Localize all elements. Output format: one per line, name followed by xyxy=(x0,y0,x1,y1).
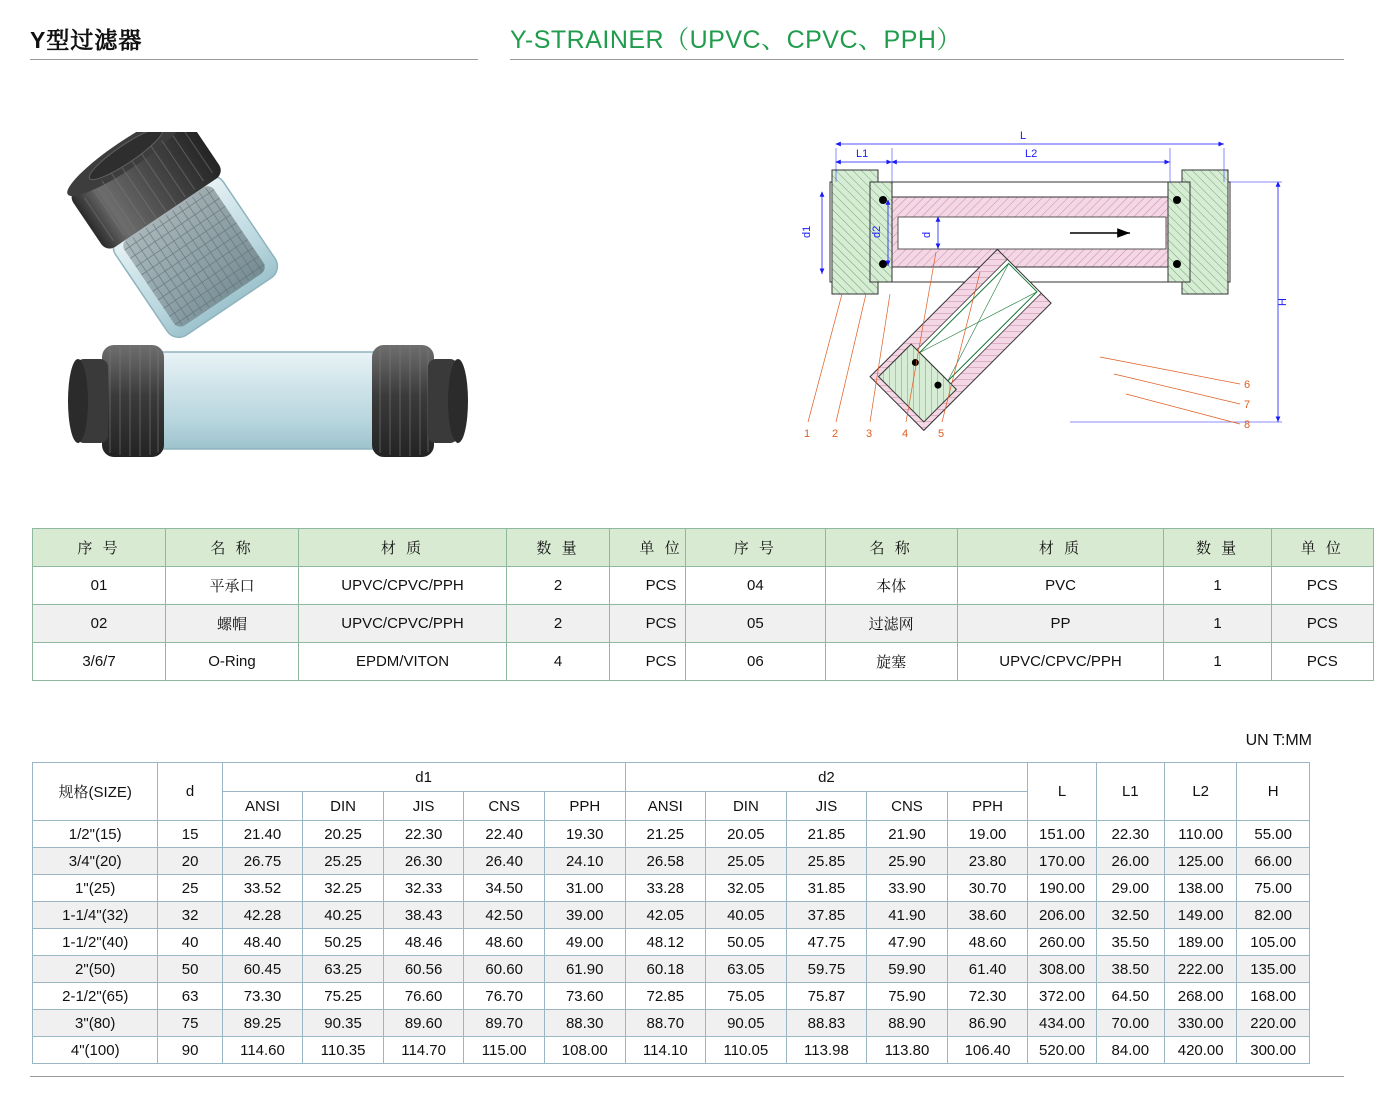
cell-name: 旋塞 xyxy=(825,643,957,681)
header-d2-ansi: ANSI xyxy=(625,792,706,821)
cell-qty: 1 xyxy=(1164,605,1271,643)
header-d1: d1 xyxy=(222,763,625,792)
cell-size: 1/2"(15) xyxy=(33,821,158,848)
header-d2-jis: JIS xyxy=(786,792,867,821)
table-header-row xyxy=(33,529,713,567)
cell-d2-pph: 30.70 xyxy=(947,875,1028,902)
cell-d1-jis: 76.60 xyxy=(383,983,464,1010)
cell-no: 3/6/7 xyxy=(33,643,166,681)
cell-L1: 35.50 xyxy=(1096,929,1164,956)
cell-material: UPVC/CPVC/PPH xyxy=(957,643,1164,681)
cell-d1-ansi: 60.45 xyxy=(222,956,303,983)
cell-d2-jis: 47.75 xyxy=(786,929,867,956)
cell-name: 螺帽 xyxy=(166,605,299,643)
cell-size: 2-1/2"(65) xyxy=(33,983,158,1010)
cell-d2-pph: 38.60 xyxy=(947,902,1028,929)
cell-d1-ansi: 114.60 xyxy=(222,1037,303,1064)
cell-d1-pph: 19.30 xyxy=(544,821,625,848)
svg-text:4: 4 xyxy=(902,428,909,440)
header-d1-pph: PPH xyxy=(544,792,625,821)
svg-text:L2: L2 xyxy=(1025,148,1038,160)
svg-text:6: 6 xyxy=(1244,379,1251,391)
cell-qty: 2 xyxy=(507,605,610,643)
cell-d1-cns: 48.60 xyxy=(464,929,545,956)
cell-name: 本体 xyxy=(825,567,957,605)
cell-H: 168.00 xyxy=(1237,983,1310,1010)
header-divider-left xyxy=(30,59,478,60)
cell-d1-jis: 26.30 xyxy=(383,848,464,875)
cell-d1-ansi: 48.40 xyxy=(222,929,303,956)
cell-name: 过滤网 xyxy=(825,605,957,643)
cell-d2-din: 25.05 xyxy=(706,848,787,875)
cell-d1-cns: 60.60 xyxy=(464,956,545,983)
header-material: 材 质 xyxy=(299,529,507,567)
cell-L2: 138.00 xyxy=(1164,875,1236,902)
cell-size: 1-1/2"(40) xyxy=(33,929,158,956)
cell-d: 32 xyxy=(158,902,222,929)
cell-d1-cns: 34.50 xyxy=(464,875,545,902)
cell-unit: PCS xyxy=(1271,567,1373,605)
cell-L: 434.00 xyxy=(1028,1010,1096,1037)
cell-d2-jis: 75.87 xyxy=(786,983,867,1010)
cell-size: 1-1/4"(32) xyxy=(33,902,158,929)
cell-H: 55.00 xyxy=(1237,821,1310,848)
cell-unit: PCS xyxy=(1271,605,1373,643)
dimensions-table-wrap xyxy=(32,762,1310,1064)
cell-material: PVC xyxy=(957,567,1164,605)
cell-d2-din: 20.05 xyxy=(706,821,787,848)
cell-no: 02 xyxy=(33,605,166,643)
cell-L2: 125.00 xyxy=(1164,848,1236,875)
cell-d2-pph: 106.40 xyxy=(947,1037,1028,1064)
header-material: 材 质 xyxy=(957,529,1164,567)
cell-d1-pph: 108.00 xyxy=(544,1037,625,1064)
cell-d1-pph: 88.30 xyxy=(544,1010,625,1037)
table-row xyxy=(33,902,1310,929)
header-d2-din: DIN xyxy=(706,792,787,821)
cell-d2-cns: 41.90 xyxy=(867,902,948,929)
product-photo xyxy=(40,132,480,462)
cell-d2-din: 50.05 xyxy=(706,929,787,956)
page-title-cn: Y型过滤器 xyxy=(30,27,143,53)
cell-material: PP xyxy=(957,605,1164,643)
table-row xyxy=(33,983,1310,1010)
cell-name: 平承口 xyxy=(166,567,299,605)
table-row xyxy=(33,1010,1310,1037)
cell-size: 2"(50) xyxy=(33,956,158,983)
cell-d2-din: 110.05 xyxy=(706,1037,787,1064)
cell-d1-ansi: 89.25 xyxy=(222,1010,303,1037)
cell-material: EPDM/VITON xyxy=(299,643,507,681)
svg-text:1: 1 xyxy=(804,428,811,440)
cell-d2-cns: 75.90 xyxy=(867,983,948,1010)
cell-d1-jis: 22.30 xyxy=(383,821,464,848)
header-no: 序 号 xyxy=(33,529,166,567)
header-d2-pph: PPH xyxy=(947,792,1028,821)
cell-d2-ansi: 114.10 xyxy=(625,1037,706,1064)
cell-d1-din: 63.25 xyxy=(303,956,384,983)
cell-d2-pph: 72.30 xyxy=(947,983,1028,1010)
table-row xyxy=(33,875,1310,902)
cell-d2-cns: 25.90 xyxy=(867,848,948,875)
parts-table-left xyxy=(32,528,713,681)
cell-L: 206.00 xyxy=(1028,902,1096,929)
cell-d2-din: 40.05 xyxy=(706,902,787,929)
table-row xyxy=(33,567,713,605)
table-row xyxy=(33,1037,1310,1064)
cell-d: 15 xyxy=(158,821,222,848)
cell-d1-cns: 89.70 xyxy=(464,1010,545,1037)
cell-d1-din: 25.25 xyxy=(303,848,384,875)
cell-d1-din: 32.25 xyxy=(303,875,384,902)
cell-d2-jis: 21.85 xyxy=(786,821,867,848)
cell-L: 520.00 xyxy=(1028,1037,1096,1064)
header-H: H xyxy=(1237,763,1310,821)
cell-d2-pph: 19.00 xyxy=(947,821,1028,848)
cell-L2: 110.00 xyxy=(1164,821,1236,848)
table-row xyxy=(686,567,1374,605)
cell-unit: PCS xyxy=(610,567,713,605)
cell-L1: 84.00 xyxy=(1096,1037,1164,1064)
cell-L1: 22.30 xyxy=(1096,821,1164,848)
cell-material: UPVC/CPVC/PPH xyxy=(299,567,507,605)
header-d1-cns: CNS xyxy=(464,792,545,821)
cell-d2-din: 75.05 xyxy=(706,983,787,1010)
cell-qty: 1 xyxy=(1164,643,1271,681)
cell-d2-din: 90.05 xyxy=(706,1010,787,1037)
header-qty: 数 量 xyxy=(1164,529,1271,567)
cell-no: 05 xyxy=(686,605,826,643)
cell-d1-cns: 42.50 xyxy=(464,902,545,929)
cell-d1-jis: 48.46 xyxy=(383,929,464,956)
cell-d: 75 xyxy=(158,1010,222,1037)
header-d1-din: DIN xyxy=(303,792,384,821)
cell-L: 170.00 xyxy=(1028,848,1096,875)
svg-text:8: 8 xyxy=(1244,419,1251,431)
cell-d2-jis: 31.85 xyxy=(786,875,867,902)
cell-d: 40 xyxy=(158,929,222,956)
cell-d2-din: 32.05 xyxy=(706,875,787,902)
cell-d: 90 xyxy=(158,1037,222,1064)
header-unit: 单 位 xyxy=(1271,529,1373,567)
cell-d: 20 xyxy=(158,848,222,875)
page-title-en: Y-STRAINER（UPVC、CPVC、PPH） xyxy=(510,26,962,54)
cell-d1-cns: 26.40 xyxy=(464,848,545,875)
parts-table-right xyxy=(685,528,1374,681)
cell-d1-cns: 115.00 xyxy=(464,1037,545,1064)
cell-d2-ansi: 72.85 xyxy=(625,983,706,1010)
header-divider-right xyxy=(510,59,1344,60)
cell-d2-cns: 21.90 xyxy=(867,821,948,848)
dim-header-row-1 xyxy=(33,763,1310,792)
cell-d2-cns: 33.90 xyxy=(867,875,948,902)
table-row xyxy=(33,929,1310,956)
header-d2: d2 xyxy=(625,763,1028,792)
cell-d2-ansi: 60.18 xyxy=(625,956,706,983)
cell-d2-cns: 88.90 xyxy=(867,1010,948,1037)
svg-text:d2: d2 xyxy=(871,225,883,238)
cell-d2-jis: 59.75 xyxy=(786,956,867,983)
cell-L2: 189.00 xyxy=(1164,929,1236,956)
cell-d1-pph: 31.00 xyxy=(544,875,625,902)
table-row xyxy=(33,821,1310,848)
cell-H: 300.00 xyxy=(1237,1037,1310,1064)
svg-text:3: 3 xyxy=(866,428,873,440)
cell-L2: 330.00 xyxy=(1164,1010,1236,1037)
header-L1: L1 xyxy=(1096,763,1164,821)
dimensions-table xyxy=(32,762,1310,1064)
cell-L2: 268.00 xyxy=(1164,983,1236,1010)
cell-d2-pph: 86.90 xyxy=(947,1010,1028,1037)
cell-d: 25 xyxy=(158,875,222,902)
cell-d1-din: 20.25 xyxy=(303,821,384,848)
header-name: 名 称 xyxy=(825,529,957,567)
header-size: 规格(SIZE) xyxy=(33,763,158,821)
cell-d1-ansi: 73.30 xyxy=(222,983,303,1010)
unit-note: UN T:MM xyxy=(1245,732,1312,749)
cell-no: 01 xyxy=(33,567,166,605)
cell-L1: 64.50 xyxy=(1096,983,1164,1010)
cell-unit: PCS xyxy=(1271,643,1373,681)
cell-size: 1"(25) xyxy=(33,875,158,902)
section-drawing xyxy=(770,122,1330,472)
cell-d2-ansi: 42.05 xyxy=(625,902,706,929)
cell-H: 82.00 xyxy=(1237,902,1310,929)
cell-L2: 149.00 xyxy=(1164,902,1236,929)
cell-name: O-Ring xyxy=(166,643,299,681)
cell-H: 75.00 xyxy=(1237,875,1310,902)
cell-d2-pph: 61.40 xyxy=(947,956,1028,983)
figure-area xyxy=(30,92,1344,492)
cell-L1: 38.50 xyxy=(1096,956,1164,983)
cell-d1-jis: 38.43 xyxy=(383,902,464,929)
cell-d2-ansi: 48.12 xyxy=(625,929,706,956)
cell-d1-jis: 89.60 xyxy=(383,1010,464,1037)
svg-text:5: 5 xyxy=(938,428,945,440)
header-d: d xyxy=(158,763,222,821)
page-header xyxy=(30,18,1344,68)
cell-d2-pph: 23.80 xyxy=(947,848,1028,875)
cell-d1-pph: 39.00 xyxy=(544,902,625,929)
cell-d2-pph: 48.60 xyxy=(947,929,1028,956)
cell-size: 3"(80) xyxy=(33,1010,158,1037)
cell-d2-din: 63.05 xyxy=(706,956,787,983)
cell-d1-ansi: 26.75 xyxy=(222,848,303,875)
cell-size: 3/4"(20) xyxy=(33,848,158,875)
svg-text:d1: d1 xyxy=(801,225,813,238)
cell-d: 50 xyxy=(158,956,222,983)
cell-d2-jis: 37.85 xyxy=(786,902,867,929)
header-unit: 单 位 xyxy=(610,529,713,567)
cell-L1: 70.00 xyxy=(1096,1010,1164,1037)
cell-H: 220.00 xyxy=(1237,1010,1310,1037)
table-row xyxy=(686,643,1374,681)
cell-no: 04 xyxy=(686,567,826,605)
cell-L: 151.00 xyxy=(1028,821,1096,848)
cell-H: 105.00 xyxy=(1237,929,1310,956)
header-d1-ansi: ANSI xyxy=(222,792,303,821)
cell-d: 63 xyxy=(158,983,222,1010)
cell-d1-jis: 114.70 xyxy=(383,1037,464,1064)
cell-H: 66.00 xyxy=(1237,848,1310,875)
table-row xyxy=(33,848,1310,875)
cell-L: 308.00 xyxy=(1028,956,1096,983)
cell-qty: 4 xyxy=(507,643,610,681)
cell-no: 06 xyxy=(686,643,826,681)
header-no: 序 号 xyxy=(686,529,826,567)
cell-d2-cns: 59.90 xyxy=(867,956,948,983)
svg-text:2: 2 xyxy=(832,428,839,440)
cell-d1-jis: 32.33 xyxy=(383,875,464,902)
cell-qty: 1 xyxy=(1164,567,1271,605)
svg-text:L1: L1 xyxy=(856,148,869,160)
header-qty: 数 量 xyxy=(507,529,610,567)
table-row xyxy=(33,956,1310,983)
footer-divider xyxy=(30,1076,1344,1077)
cell-d1-din: 110.35 xyxy=(303,1037,384,1064)
cell-d1-pph: 49.00 xyxy=(544,929,625,956)
cell-L: 372.00 xyxy=(1028,983,1096,1010)
header-L2: L2 xyxy=(1164,763,1236,821)
table-row xyxy=(33,605,713,643)
cell-d2-ansi: 88.70 xyxy=(625,1010,706,1037)
cell-d1-din: 50.25 xyxy=(303,929,384,956)
cell-d2-ansi: 21.25 xyxy=(625,821,706,848)
cell-L1: 29.00 xyxy=(1096,875,1164,902)
cell-L: 190.00 xyxy=(1028,875,1096,902)
cell-L: 260.00 xyxy=(1028,929,1096,956)
header-name: 名 称 xyxy=(166,529,299,567)
cell-d1-ansi: 42.28 xyxy=(222,902,303,929)
cell-d2-jis: 113.98 xyxy=(786,1037,867,1064)
cell-d2-cns: 47.90 xyxy=(867,929,948,956)
table-header-row xyxy=(686,529,1374,567)
svg-text:H: H xyxy=(1277,298,1289,306)
cell-d1-cns: 22.40 xyxy=(464,821,545,848)
cell-unit: PCS xyxy=(610,605,713,643)
cell-L1: 26.00 xyxy=(1096,848,1164,875)
header-d1-jis: JIS xyxy=(383,792,464,821)
cell-d2-jis: 88.83 xyxy=(786,1010,867,1037)
table-row xyxy=(686,605,1374,643)
cell-H: 135.00 xyxy=(1237,956,1310,983)
cell-d1-ansi: 21.40 xyxy=(222,821,303,848)
cell-d1-pph: 61.90 xyxy=(544,956,625,983)
cell-d1-cns: 76.70 xyxy=(464,983,545,1010)
cell-d1-ansi: 33.52 xyxy=(222,875,303,902)
cell-d1-din: 75.25 xyxy=(303,983,384,1010)
cell-L1: 32.50 xyxy=(1096,902,1164,929)
cell-d1-pph: 73.60 xyxy=(544,983,625,1010)
header-L: L xyxy=(1028,763,1096,821)
svg-text:L: L xyxy=(1020,130,1027,142)
header-d2-cns: CNS xyxy=(867,792,948,821)
cell-d1-din: 40.25 xyxy=(303,902,384,929)
cell-d2-ansi: 26.58 xyxy=(625,848,706,875)
cell-qty: 2 xyxy=(507,567,610,605)
table-row xyxy=(33,643,713,681)
svg-text:d: d xyxy=(921,231,933,238)
cell-d1-jis: 60.56 xyxy=(383,956,464,983)
cell-d2-cns: 113.80 xyxy=(867,1037,948,1064)
cell-d1-din: 90.35 xyxy=(303,1010,384,1037)
cell-d2-ansi: 33.28 xyxy=(625,875,706,902)
cell-d1-pph: 24.10 xyxy=(544,848,625,875)
cell-L2: 222.00 xyxy=(1164,956,1236,983)
cell-L2: 420.00 xyxy=(1164,1037,1236,1064)
cell-material: UPVC/CPVC/PPH xyxy=(299,605,507,643)
cell-unit: PCS xyxy=(610,643,713,681)
cell-size: 4"(100) xyxy=(33,1037,158,1064)
cell-d2-jis: 25.85 xyxy=(786,848,867,875)
svg-text:7: 7 xyxy=(1244,399,1251,411)
